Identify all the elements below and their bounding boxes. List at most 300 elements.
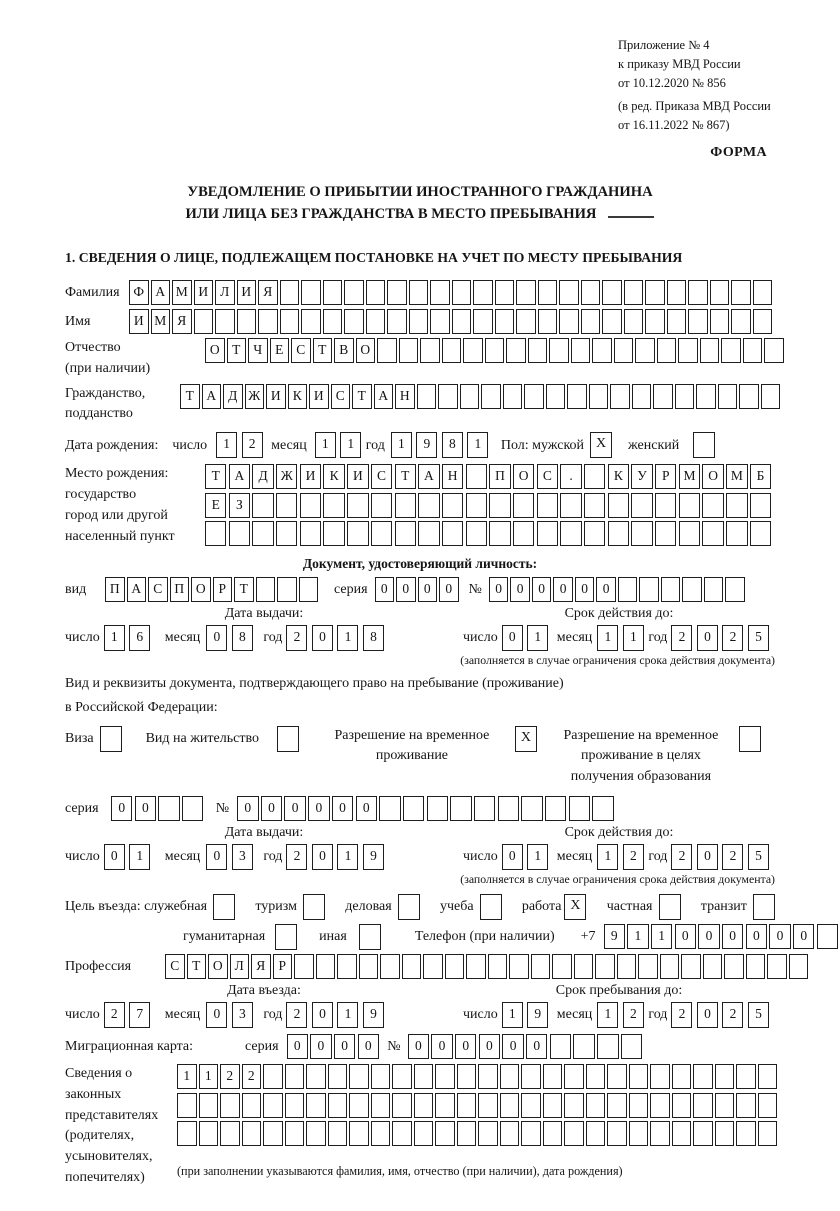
- cell[interactable]: 0: [332, 796, 353, 821]
- cell[interactable]: [693, 1064, 713, 1089]
- cell[interactable]: [409, 280, 429, 305]
- cell[interactable]: С: [165, 954, 185, 979]
- cell[interactable]: [629, 1064, 649, 1089]
- cell[interactable]: [638, 954, 658, 979]
- cell[interactable]: 9: [527, 1002, 548, 1028]
- cell[interactable]: [301, 309, 321, 334]
- cell[interactable]: [414, 1121, 434, 1146]
- cell[interactable]: [418, 493, 439, 518]
- cell[interactable]: [220, 1121, 240, 1146]
- cell[interactable]: 1: [337, 1002, 358, 1028]
- cell[interactable]: И: [129, 309, 149, 334]
- cell[interactable]: [702, 521, 723, 546]
- cell[interactable]: [301, 280, 321, 305]
- cell[interactable]: 1: [597, 625, 618, 651]
- cell[interactable]: [280, 309, 300, 334]
- cell[interactable]: [215, 309, 235, 334]
- cell[interactable]: [242, 1121, 262, 1146]
- cell[interactable]: [450, 796, 471, 821]
- cell[interactable]: [473, 309, 493, 334]
- cell[interactable]: [724, 954, 744, 979]
- cell[interactable]: Я: [251, 954, 271, 979]
- cell[interactable]: 0: [697, 625, 718, 651]
- cell[interactable]: 6: [129, 625, 150, 651]
- cell[interactable]: 0: [793, 924, 814, 949]
- cell[interactable]: [700, 338, 720, 363]
- cell[interactable]: [392, 1093, 412, 1118]
- cell[interactable]: 0: [206, 1002, 227, 1028]
- cell[interactable]: [495, 309, 515, 334]
- cell[interactable]: [294, 954, 314, 979]
- cell[interactable]: [509, 954, 529, 979]
- cell[interactable]: 1: [597, 844, 618, 870]
- cell[interactable]: [392, 1064, 412, 1089]
- cell[interactable]: И: [347, 464, 368, 489]
- cell[interactable]: [667, 280, 687, 305]
- cell[interactable]: [608, 493, 629, 518]
- sex-male-checkbox[interactable]: X: [590, 432, 612, 458]
- cell[interactable]: [610, 384, 630, 409]
- cell[interactable]: [371, 493, 392, 518]
- cell[interactable]: [543, 1121, 563, 1146]
- cell[interactable]: 0: [312, 625, 333, 651]
- cell[interactable]: [650, 1093, 670, 1118]
- cell[interactable]: [688, 280, 708, 305]
- cell[interactable]: П: [489, 464, 510, 489]
- cell[interactable]: К: [608, 464, 629, 489]
- cell[interactable]: [657, 338, 677, 363]
- cell[interactable]: 2: [286, 844, 307, 870]
- cell[interactable]: [485, 338, 505, 363]
- cell[interactable]: Ф: [129, 280, 149, 305]
- cell[interactable]: 0: [312, 844, 333, 870]
- cell[interactable]: [300, 521, 321, 546]
- cell[interactable]: 1: [315, 432, 336, 458]
- cell[interactable]: 0: [455, 1034, 476, 1059]
- cell[interactable]: [452, 280, 472, 305]
- cell[interactable]: 2: [623, 844, 644, 870]
- cell[interactable]: [750, 493, 771, 518]
- purpose-tourism-checkbox[interactable]: [303, 894, 325, 920]
- cell[interactable]: М: [679, 464, 700, 489]
- cell[interactable]: 1: [216, 432, 237, 458]
- cell[interactable]: 1: [651, 924, 672, 949]
- cell[interactable]: 0: [502, 625, 523, 651]
- cell[interactable]: [602, 309, 622, 334]
- cell[interactable]: И: [194, 280, 214, 305]
- cell[interactable]: 1: [337, 844, 358, 870]
- cell[interactable]: [414, 1093, 434, 1118]
- cell[interactable]: 2: [671, 625, 692, 651]
- cell[interactable]: 8: [442, 432, 463, 458]
- cell[interactable]: [495, 280, 515, 305]
- cell[interactable]: [328, 1121, 348, 1146]
- cell[interactable]: [300, 493, 321, 518]
- cell[interactable]: [349, 1064, 369, 1089]
- cell[interactable]: [743, 338, 763, 363]
- cell[interactable]: В: [334, 338, 354, 363]
- cell[interactable]: [263, 1093, 283, 1118]
- cell[interactable]: Н: [442, 464, 463, 489]
- cell[interactable]: [789, 954, 809, 979]
- cell[interactable]: [635, 338, 655, 363]
- cell[interactable]: [387, 280, 407, 305]
- cell[interactable]: [546, 384, 566, 409]
- cell[interactable]: С: [371, 464, 392, 489]
- cell[interactable]: С: [331, 384, 351, 409]
- cell[interactable]: [371, 1064, 391, 1089]
- cell[interactable]: 0: [375, 577, 395, 602]
- cell[interactable]: [696, 384, 716, 409]
- cell[interactable]: [693, 1121, 713, 1146]
- cell[interactable]: [323, 493, 344, 518]
- cell[interactable]: [466, 493, 487, 518]
- cell[interactable]: [753, 309, 773, 334]
- cell[interactable]: 2: [722, 1002, 743, 1028]
- cell[interactable]: [571, 338, 591, 363]
- cell[interactable]: [306, 1121, 326, 1146]
- cell[interactable]: [299, 577, 319, 602]
- cell[interactable]: 2: [286, 625, 307, 651]
- cell[interactable]: Р: [655, 464, 676, 489]
- cell[interactable]: [460, 384, 480, 409]
- cell[interactable]: [537, 493, 558, 518]
- cell[interactable]: [285, 1121, 305, 1146]
- cell[interactable]: И: [300, 464, 321, 489]
- cell[interactable]: [746, 954, 766, 979]
- cell[interactable]: 5: [748, 1002, 769, 1028]
- cell[interactable]: К: [323, 464, 344, 489]
- cell[interactable]: [731, 280, 751, 305]
- cell[interactable]: [584, 464, 605, 489]
- cell[interactable]: 0: [502, 844, 523, 870]
- cell[interactable]: [715, 1093, 735, 1118]
- cell[interactable]: [435, 1093, 455, 1118]
- cell[interactable]: 0: [675, 924, 696, 949]
- cell[interactable]: [693, 1093, 713, 1118]
- purpose-humanitarian-checkbox[interactable]: [275, 924, 297, 950]
- cell[interactable]: 1: [623, 625, 644, 651]
- cell[interactable]: [377, 338, 397, 363]
- cell[interactable]: [560, 521, 581, 546]
- cell[interactable]: [682, 577, 702, 602]
- cell[interactable]: П: [105, 577, 125, 602]
- cell[interactable]: [435, 1064, 455, 1089]
- cell[interactable]: Ч: [248, 338, 268, 363]
- cell[interactable]: [158, 796, 179, 821]
- cell[interactable]: 0: [439, 577, 459, 602]
- cell[interactable]: [521, 1064, 541, 1089]
- cell[interactable]: Т: [180, 384, 200, 409]
- cell[interactable]: [478, 1121, 498, 1146]
- cell[interactable]: [457, 1093, 477, 1118]
- cell[interactable]: [252, 521, 273, 546]
- cell[interactable]: К: [288, 384, 308, 409]
- cell[interactable]: [538, 309, 558, 334]
- cell[interactable]: А: [374, 384, 394, 409]
- cell[interactable]: И: [237, 280, 257, 305]
- purpose-transit-checkbox[interactable]: [753, 894, 775, 920]
- cell[interactable]: 0: [553, 577, 573, 602]
- cell[interactable]: [552, 954, 572, 979]
- cell[interactable]: [306, 1064, 326, 1089]
- cell[interactable]: [409, 309, 429, 334]
- cell[interactable]: [632, 384, 652, 409]
- cell[interactable]: [263, 1121, 283, 1146]
- cell[interactable]: 2: [623, 1002, 644, 1028]
- cell[interactable]: [420, 338, 440, 363]
- cell[interactable]: [347, 521, 368, 546]
- cell[interactable]: [650, 1121, 670, 1146]
- cell[interactable]: [678, 338, 698, 363]
- cell[interactable]: 3: [232, 1002, 253, 1028]
- cell[interactable]: [500, 1121, 520, 1146]
- cell[interactable]: 0: [104, 844, 125, 870]
- cell[interactable]: [629, 1121, 649, 1146]
- cell[interactable]: 0: [532, 577, 552, 602]
- cell[interactable]: [736, 1121, 756, 1146]
- visa-checkbox[interactable]: [100, 726, 122, 752]
- cell[interactable]: [252, 493, 273, 518]
- cell[interactable]: [584, 493, 605, 518]
- cell[interactable]: [276, 493, 297, 518]
- cell[interactable]: [650, 1064, 670, 1089]
- cell[interactable]: [371, 1093, 391, 1118]
- cell[interactable]: [574, 954, 594, 979]
- cell[interactable]: 0: [479, 1034, 500, 1059]
- cell[interactable]: [503, 384, 523, 409]
- cell[interactable]: [661, 577, 681, 602]
- cell[interactable]: [545, 796, 566, 821]
- cell[interactable]: [624, 309, 644, 334]
- cell[interactable]: [177, 1121, 197, 1146]
- cell[interactable]: [592, 338, 612, 363]
- cell[interactable]: [229, 521, 250, 546]
- residence-permit-checkbox[interactable]: [277, 726, 299, 752]
- cell[interactable]: 0: [396, 577, 416, 602]
- cell[interactable]: [349, 1121, 369, 1146]
- cell[interactable]: [573, 1034, 594, 1059]
- cell[interactable]: 0: [261, 796, 282, 821]
- cell[interactable]: [567, 384, 587, 409]
- cell[interactable]: [660, 954, 680, 979]
- cell[interactable]: [457, 1121, 477, 1146]
- cell[interactable]: [516, 309, 536, 334]
- cell[interactable]: 2: [242, 1064, 262, 1089]
- cell[interactable]: [586, 1093, 606, 1118]
- cell[interactable]: [427, 796, 448, 821]
- cell[interactable]: [489, 493, 510, 518]
- cell[interactable]: [750, 521, 771, 546]
- cell[interactable]: 2: [671, 1002, 692, 1028]
- purpose-private-checkbox[interactable]: [659, 894, 681, 920]
- sex-female-checkbox[interactable]: [693, 432, 715, 458]
- cell[interactable]: 0: [575, 577, 595, 602]
- purpose-work-checkbox[interactable]: X: [564, 894, 586, 920]
- cell[interactable]: [392, 1121, 412, 1146]
- cell[interactable]: [414, 1064, 434, 1089]
- cell[interactable]: [538, 280, 558, 305]
- cell[interactable]: [489, 521, 510, 546]
- cell[interactable]: [256, 577, 276, 602]
- cell[interactable]: [688, 309, 708, 334]
- cell[interactable]: 0: [287, 1034, 308, 1059]
- cell[interactable]: [704, 577, 724, 602]
- cell[interactable]: [380, 954, 400, 979]
- cell[interactable]: О: [513, 464, 534, 489]
- cell[interactable]: [349, 1093, 369, 1118]
- cell[interactable]: 9: [363, 844, 384, 870]
- cell[interactable]: [242, 1093, 262, 1118]
- cell[interactable]: [395, 493, 416, 518]
- cell[interactable]: 9: [363, 1002, 384, 1028]
- cell[interactable]: 0: [135, 796, 156, 821]
- cell[interactable]: [621, 1034, 642, 1059]
- cell[interactable]: [513, 521, 534, 546]
- cell[interactable]: Я: [172, 309, 192, 334]
- cell[interactable]: [710, 280, 730, 305]
- cell[interactable]: [306, 1093, 326, 1118]
- cell[interactable]: 0: [418, 577, 438, 602]
- cell[interactable]: 0: [596, 577, 616, 602]
- cell[interactable]: 0: [206, 625, 227, 651]
- cell[interactable]: [337, 954, 357, 979]
- cell[interactable]: А: [151, 280, 171, 305]
- cell[interactable]: 1: [391, 432, 412, 458]
- cell[interactable]: [817, 924, 838, 949]
- cell[interactable]: [435, 1121, 455, 1146]
- cell[interactable]: [543, 1093, 563, 1118]
- cell[interactable]: [584, 521, 605, 546]
- cell[interactable]: [498, 796, 519, 821]
- cell[interactable]: [442, 338, 462, 363]
- cell[interactable]: [655, 521, 676, 546]
- cell[interactable]: 0: [697, 844, 718, 870]
- cell[interactable]: [478, 1093, 498, 1118]
- cell[interactable]: 0: [722, 924, 743, 949]
- cell[interactable]: [559, 309, 579, 334]
- cell[interactable]: Е: [270, 338, 290, 363]
- cell[interactable]: 0: [746, 924, 767, 949]
- cell[interactable]: [602, 280, 622, 305]
- cell[interactable]: [323, 309, 343, 334]
- cell[interactable]: 1: [467, 432, 488, 458]
- cell[interactable]: [418, 521, 439, 546]
- cell[interactable]: [586, 1121, 606, 1146]
- cell[interactable]: 5: [748, 844, 769, 870]
- cell[interactable]: [607, 1093, 627, 1118]
- cell[interactable]: А: [229, 464, 250, 489]
- cell[interactable]: 1: [597, 1002, 618, 1028]
- cell[interactable]: [629, 1093, 649, 1118]
- cell[interactable]: [681, 954, 701, 979]
- cell[interactable]: 8: [363, 625, 384, 651]
- purpose-business-checkbox[interactable]: [213, 894, 235, 920]
- cell[interactable]: [466, 521, 487, 546]
- cell[interactable]: 0: [334, 1034, 355, 1059]
- cell[interactable]: А: [202, 384, 222, 409]
- cell[interactable]: Т: [227, 338, 247, 363]
- cell[interactable]: [715, 1064, 735, 1089]
- rvp-checkbox[interactable]: X: [515, 726, 537, 752]
- cell[interactable]: [764, 338, 784, 363]
- cell[interactable]: Я: [258, 280, 278, 305]
- cell[interactable]: Д: [252, 464, 273, 489]
- cell[interactable]: [614, 338, 634, 363]
- cell[interactable]: [543, 1064, 563, 1089]
- cell[interactable]: 0: [356, 796, 377, 821]
- cell[interactable]: [653, 384, 673, 409]
- cell[interactable]: Р: [213, 577, 233, 602]
- cell[interactable]: [402, 954, 422, 979]
- cell[interactable]: [474, 796, 495, 821]
- cell[interactable]: [516, 280, 536, 305]
- cell[interactable]: Ж: [276, 464, 297, 489]
- cell[interactable]: 0: [206, 844, 227, 870]
- cell[interactable]: [285, 1064, 305, 1089]
- cell[interactable]: 2: [722, 844, 743, 870]
- cell[interactable]: 1: [527, 625, 548, 651]
- cell[interactable]: [323, 521, 344, 546]
- cell[interactable]: [506, 338, 526, 363]
- cell[interactable]: 0: [111, 796, 132, 821]
- cell[interactable]: [550, 1034, 571, 1059]
- cell[interactable]: [513, 493, 534, 518]
- cell[interactable]: У: [631, 464, 652, 489]
- cell[interactable]: О: [702, 464, 723, 489]
- cell[interactable]: Т: [205, 464, 226, 489]
- cell[interactable]: [466, 954, 486, 979]
- cell[interactable]: 1: [340, 432, 361, 458]
- cell[interactable]: [199, 1121, 219, 1146]
- cell[interactable]: [639, 577, 659, 602]
- cell[interactable]: [521, 1093, 541, 1118]
- cell[interactable]: 0: [284, 796, 305, 821]
- cell[interactable]: [194, 309, 214, 334]
- cell[interactable]: [488, 954, 508, 979]
- cell[interactable]: И: [309, 384, 329, 409]
- cell[interactable]: 2: [671, 844, 692, 870]
- cell[interactable]: [524, 384, 544, 409]
- cell[interactable]: 0: [312, 1002, 333, 1028]
- cell[interactable]: [521, 1121, 541, 1146]
- cell[interactable]: [736, 1064, 756, 1089]
- cell[interactable]: [430, 280, 450, 305]
- cell[interactable]: Ж: [245, 384, 265, 409]
- cell[interactable]: [500, 1064, 520, 1089]
- cell[interactable]: [366, 309, 386, 334]
- cell[interactable]: 1: [177, 1064, 197, 1089]
- cell[interactable]: Л: [230, 954, 250, 979]
- cell[interactable]: Т: [187, 954, 207, 979]
- cell[interactable]: [672, 1064, 692, 1089]
- cell[interactable]: [586, 1064, 606, 1089]
- cell[interactable]: [715, 1121, 735, 1146]
- cell[interactable]: [679, 493, 700, 518]
- cell[interactable]: 0: [510, 577, 530, 602]
- cell[interactable]: [731, 309, 751, 334]
- cell[interactable]: [182, 796, 203, 821]
- cell[interactable]: З: [229, 493, 250, 518]
- cell[interactable]: Л: [215, 280, 235, 305]
- cell[interactable]: 2: [242, 432, 263, 458]
- cell[interactable]: [537, 521, 558, 546]
- cell[interactable]: 1: [337, 625, 358, 651]
- cell[interactable]: [672, 1121, 692, 1146]
- cell[interactable]: О: [356, 338, 376, 363]
- cell[interactable]: [631, 493, 652, 518]
- cell[interactable]: [718, 384, 738, 409]
